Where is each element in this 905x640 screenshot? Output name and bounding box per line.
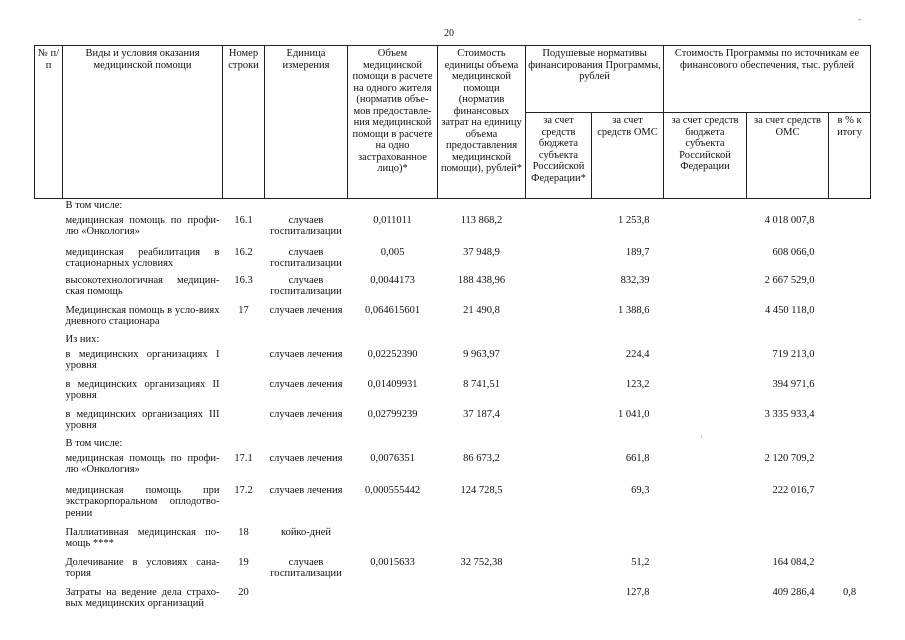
header-norm-oms: за счет средств ОМС bbox=[592, 113, 664, 199]
header-program-cost-group: Стоимость Программы по источникам ее финансового обеспечения, тыс. рублей bbox=[664, 46, 871, 113]
cell-volume: 0,02252390 bbox=[367, 348, 418, 360]
page-number: 20 bbox=[444, 28, 454, 39]
subheading-label: В том числе: bbox=[65, 200, 123, 211]
cell-volume bbox=[348, 525, 438, 555]
cell-name: Паллиативная медицинская по-мощь **** bbox=[65, 526, 220, 549]
cell-no bbox=[35, 303, 63, 333]
cell-cost: 37 187,4 bbox=[463, 408, 500, 420]
cell-cost bbox=[438, 585, 526, 615]
subheading-label: В том числе: bbox=[65, 437, 123, 449]
cell-cost: 21 490,8 bbox=[463, 304, 500, 316]
cell-no bbox=[35, 199, 63, 213]
scan-mark: - bbox=[858, 14, 861, 24]
table-row bbox=[35, 585, 871, 615]
cell-norm-oms: 1 041,0 bbox=[618, 408, 650, 420]
cell-norm-oms: 69,3 bbox=[631, 484, 650, 496]
header-prog-budget: за счет средств бюджета субъекта Российской Федерации bbox=[664, 113, 747, 199]
table-row bbox=[35, 213, 871, 245]
cell-no bbox=[35, 483, 63, 525]
cell-norm-budget bbox=[526, 347, 592, 377]
cell-name: Медицинская помощь в усло-виях дневного стационара bbox=[65, 304, 220, 327]
cell-row-number: 20 bbox=[238, 586, 249, 598]
cell-unit: случаев лечения bbox=[269, 484, 343, 496]
cell-row-number bbox=[223, 377, 265, 407]
cell-no bbox=[35, 377, 63, 407]
cell-cost: 32 752,38 bbox=[460, 556, 503, 568]
cell-prog-oms bbox=[747, 525, 829, 555]
header-cost: Стоимость единицы объема медицинской помощи (норматив финансовых затрат на единицу объема предоставления медицинской помощи), рублей* bbox=[438, 46, 526, 199]
cell-norm-oms: 189,7 bbox=[625, 246, 650, 258]
cell-prog-pct bbox=[829, 377, 871, 407]
cell-no bbox=[35, 585, 63, 615]
cell-norm-oms: 832,39 bbox=[620, 274, 650, 286]
cell-norm-oms: 123,2 bbox=[625, 378, 650, 390]
cell-name: медицинская помощь по профи-лю «Онкология» bbox=[65, 214, 220, 237]
header-prog-pct: в % к итогу bbox=[829, 113, 871, 199]
cell-norm-oms: 1 388,6 bbox=[618, 304, 650, 316]
cell-name: Долечивание в условиях сана-тория bbox=[65, 556, 220, 579]
cell-row-number bbox=[223, 407, 265, 437]
cell-norm-oms bbox=[592, 525, 664, 555]
table-row bbox=[35, 273, 871, 303]
table-row bbox=[35, 377, 871, 407]
cell-unit: случаев госпитализации bbox=[270, 556, 342, 579]
cell-prog-budget bbox=[664, 273, 747, 303]
header-name: Виды и условия оказания медицинской помощи bbox=[63, 46, 223, 199]
table-row bbox=[35, 483, 871, 525]
cell-unit: случаев лечения bbox=[269, 408, 343, 420]
cell-norm-oms: 127,8 bbox=[625, 586, 650, 598]
cell-row-number: 19 bbox=[238, 556, 249, 568]
cell-no bbox=[35, 347, 63, 377]
cell-unit: случаев госпитализации bbox=[270, 246, 342, 269]
cell-row-number: 18 bbox=[238, 526, 249, 538]
table-header bbox=[35, 46, 871, 199]
header-unit: Единица измерения bbox=[265, 46, 348, 199]
table-subheading-row bbox=[35, 333, 871, 347]
cell-prog-oms: 3 335 933,4 bbox=[764, 408, 815, 420]
table-row bbox=[35, 347, 871, 377]
cell-prog-budget bbox=[664, 407, 747, 437]
table-subheading-row bbox=[35, 437, 871, 451]
cell-prog-pct bbox=[829, 525, 871, 555]
cell-volume: 0,000555442 bbox=[364, 484, 421, 496]
cell-prog-budget bbox=[664, 555, 747, 585]
cell-cost: 124 728,5 bbox=[460, 484, 503, 496]
financing-table bbox=[34, 45, 871, 615]
cell-no bbox=[35, 555, 63, 585]
cell-prog-budget bbox=[664, 347, 747, 377]
cell-norm-oms: 1 253,8 bbox=[618, 214, 650, 226]
table-row bbox=[35, 451, 871, 483]
cell-prog-pct bbox=[829, 555, 871, 585]
cell-unit: случаев госпитализации bbox=[270, 214, 342, 237]
cell-prog-budget bbox=[664, 213, 747, 245]
cell-volume: 0,0015633 bbox=[370, 556, 415, 568]
cell-prog-oms: 164 084,2 bbox=[772, 556, 815, 568]
cell-prog-pct bbox=[829, 483, 871, 525]
cell-no bbox=[35, 525, 63, 555]
table-row bbox=[35, 555, 871, 585]
cell-prog-budget bbox=[664, 245, 747, 273]
cell-prog-pct bbox=[829, 407, 871, 437]
cell-no bbox=[35, 451, 63, 483]
cell-prog-pct bbox=[829, 347, 871, 377]
cell-norm-budget bbox=[526, 407, 592, 437]
header-prog-oms: за счет средств ОМС bbox=[747, 113, 829, 199]
table-row bbox=[35, 407, 871, 437]
cell-cost: 8 741,51 bbox=[463, 378, 500, 390]
cell-prog-budget bbox=[664, 451, 747, 483]
cell-unit: случаев лечения bbox=[269, 348, 343, 360]
cell-volume: 0,064615601 bbox=[364, 304, 421, 316]
cell-cost: 188 438,96 bbox=[457, 274, 506, 286]
cell-unit: случаев лечения bbox=[269, 304, 343, 316]
cell-norm-budget bbox=[526, 555, 592, 585]
cell-norm-budget bbox=[526, 451, 592, 483]
cell-name: медицинская реабилитация в стационарных условиях bbox=[65, 246, 220, 269]
cell-prog-pct bbox=[829, 273, 871, 303]
cell-no bbox=[35, 437, 63, 451]
cell-prog-budget bbox=[664, 483, 747, 525]
cell-name: медицинская помощь по профи-лю «Онкология» bbox=[65, 452, 220, 475]
cell-norm-budget bbox=[526, 213, 592, 245]
cell-prog-pct bbox=[829, 451, 871, 483]
cell-no bbox=[35, 213, 63, 245]
cell-norm-budget bbox=[526, 525, 592, 555]
table-body bbox=[35, 199, 871, 615]
header-volume: Объем медицинской помощи в расчете на одного жителя (норматив объе-мов предоставле-ния медицинской помощи в расчете на одно застрахованное лицо)* bbox=[348, 46, 438, 199]
cell-volume bbox=[348, 585, 438, 615]
cell-volume: 0,011011 bbox=[373, 214, 412, 226]
cell-norm-oms: 661,8 bbox=[625, 452, 650, 464]
cell-cost: 37 948,9 bbox=[463, 246, 500, 258]
cell-no bbox=[35, 333, 63, 347]
cell-norm-budget bbox=[526, 483, 592, 525]
cell-volume: 0,0044173 bbox=[370, 274, 415, 286]
cell-name: высокотехнологичная медицин-ская помощь bbox=[65, 274, 220, 297]
cell-prog-oms: 2 667 529,0 bbox=[764, 274, 815, 286]
table-subheading-row bbox=[35, 199, 871, 213]
cell-name: в медицинских организациях III уровня bbox=[65, 408, 220, 431]
cell-prog-pct bbox=[829, 245, 871, 273]
cell-name: Затраты на ведение дела страхо-вых медицинских организаций bbox=[65, 586, 220, 609]
cell-prog-budget bbox=[664, 377, 747, 407]
cell-row-number: 17.1 bbox=[234, 452, 253, 464]
cell-prog-oms: 4 018 007,8 bbox=[764, 214, 815, 226]
cell-prog-oms: 608 066,0 bbox=[772, 246, 815, 258]
table-row bbox=[35, 525, 871, 555]
cell-prog-oms: 394 971,6 bbox=[772, 378, 815, 390]
cell-prog-pct bbox=[829, 213, 871, 245]
cell-norm-budget bbox=[526, 303, 592, 333]
cell-norm-oms: 224,4 bbox=[625, 348, 650, 360]
cell-row-number: 17 bbox=[238, 304, 249, 316]
cell-no bbox=[35, 273, 63, 303]
header-norm-budget: за счет средств бюджета субъекта Российской Федерации* bbox=[526, 113, 592, 199]
cell-unit: случаев лечения bbox=[269, 378, 343, 390]
cell-prog-oms: 719 213,0 bbox=[772, 348, 815, 360]
cell-cost bbox=[438, 525, 526, 555]
header-row-number: Номер строки bbox=[223, 46, 265, 199]
cell-prog-pct bbox=[829, 303, 871, 333]
cell-no bbox=[35, 407, 63, 437]
table-row bbox=[35, 303, 871, 333]
cell-unit: случаев лечения bbox=[269, 452, 343, 464]
cell-row-number: 16.3 bbox=[234, 274, 253, 286]
header-per-capita-group: Подушевые нормативы финансирования Программы, рублей bbox=[526, 46, 664, 113]
scan-mark: · bbox=[700, 432, 703, 442]
cell-prog-oms: 222 016,7 bbox=[772, 484, 815, 496]
cell-cost: 113 868,2 bbox=[460, 214, 503, 226]
cell-prog-oms: 4 450 118,0 bbox=[765, 304, 815, 316]
cell-prog-budget bbox=[664, 303, 747, 333]
cell-unit bbox=[265, 585, 348, 615]
cell-unit: случаев госпитализации bbox=[270, 274, 342, 297]
cell-row-number: 16.2 bbox=[234, 246, 253, 258]
cell-name: медицинская помощь при экстракорпоральном оплодотво-рении bbox=[65, 484, 220, 519]
cell-volume: 0,0076351 bbox=[370, 452, 415, 464]
table-row bbox=[35, 245, 871, 273]
cell-row-number: 16.1 bbox=[234, 214, 253, 226]
cell-norm-budget bbox=[526, 377, 592, 407]
header-no: № п/п bbox=[35, 46, 63, 199]
cell-norm-budget bbox=[526, 273, 592, 303]
cell-cost: 86 673,2 bbox=[463, 452, 500, 464]
cell-name: в медицинских организациях I уровня bbox=[65, 348, 220, 371]
cell-prog-budget bbox=[664, 585, 747, 615]
cell-volume: 0,01409931 bbox=[367, 378, 418, 390]
cell-no bbox=[35, 245, 63, 273]
cell-cost: 9 963,97 bbox=[463, 348, 500, 360]
cell-prog-pct: 0,8 bbox=[842, 586, 857, 598]
cell-row-number bbox=[223, 347, 265, 377]
cell-name: в медицинских организациях II уровня bbox=[65, 378, 220, 401]
cell-unit: койко-дней bbox=[281, 526, 331, 538]
cell-volume: 0,005 bbox=[380, 246, 405, 258]
cell-prog-oms: 409 286,4 bbox=[772, 586, 815, 598]
cell-row-number: 17.2 bbox=[234, 484, 253, 496]
cell-volume: 0,02799239 bbox=[367, 408, 418, 420]
cell-prog-oms: 2 120 709,2 bbox=[764, 452, 815, 464]
subheading-label: Из них: bbox=[65, 333, 100, 345]
cell-norm-oms: 51,2 bbox=[631, 556, 650, 568]
cell-norm-budget bbox=[526, 585, 592, 615]
cell-prog-budget bbox=[664, 525, 747, 555]
cell-norm-budget bbox=[526, 245, 592, 273]
